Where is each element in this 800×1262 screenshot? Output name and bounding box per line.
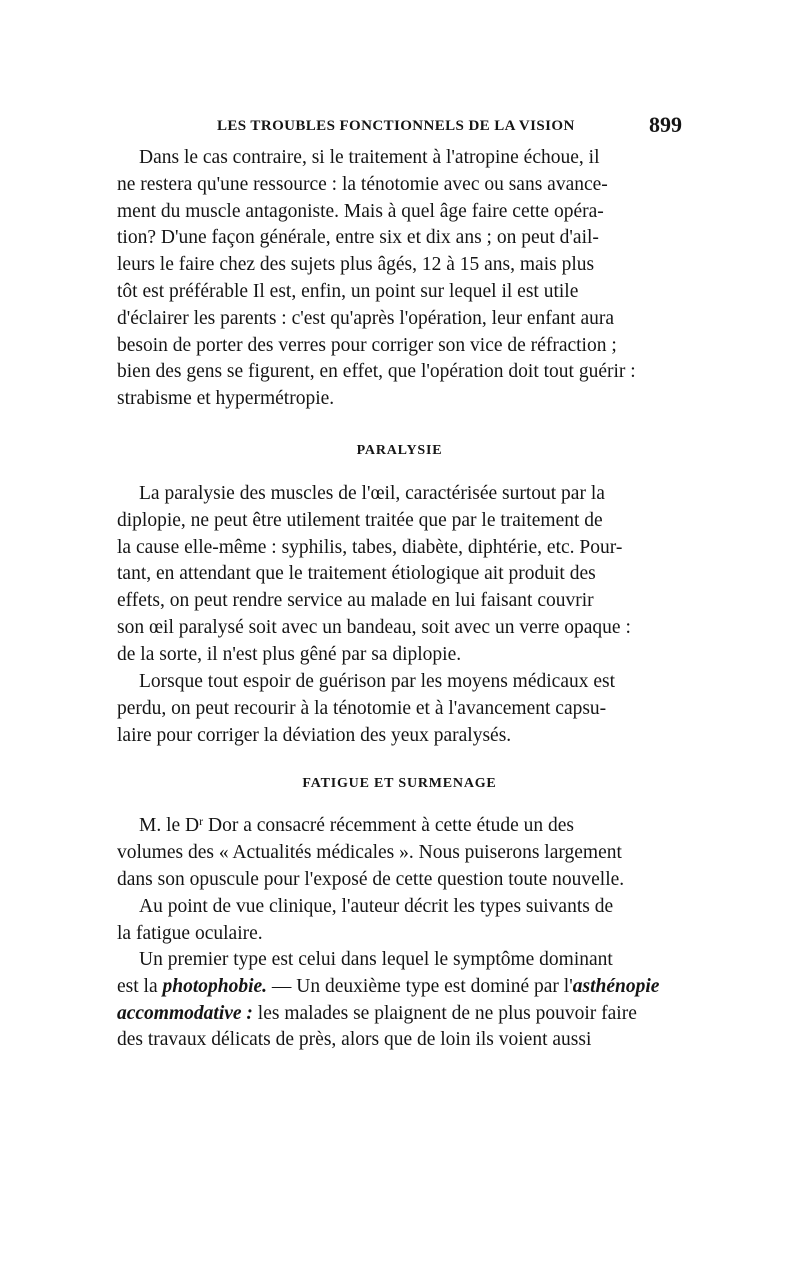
- text-line: laire pour corriger la déviation des yeux paralysés.: [117, 724, 512, 746]
- paragraph-paralysie-surgery: [117, 669, 682, 749]
- text-line: Lorsque tout espoir de guérison par les moyens médicaux est: [139, 671, 616, 692]
- paragraph-strabismus-surgery: [117, 145, 682, 413]
- text-line: ment du muscle antagoniste. Mais à quel âge faire cette opéra-: [117, 200, 604, 222]
- text-line: leurs le faire chez des sujets plus âgés, 12 à 15 ans, mais plus: [117, 254, 595, 276]
- text-line: effets, on peut rendre service au malade en lui faisant couvrir: [117, 590, 594, 612]
- text-line: bien des gens se figurent, en effet, que l'opération doit tout guérir :: [117, 361, 636, 383]
- text-line: son œil paralysé soit avec un bandeau, soit avec un verre opaque :: [117, 616, 631, 638]
- text-line: tôt est préférable Il est, enfin, un point sur lequel il est utile: [117, 280, 579, 302]
- text-line: est la: [117, 975, 163, 997]
- page-number: 899: [649, 112, 682, 137]
- text-line: la cause elle-même : syphilis, tabes, diabète, diphtérie, etc. Pour-: [117, 536, 623, 558]
- book-page: [117, 0, 682, 1262]
- text-line: — Un deuxième type est dominé par l': [267, 975, 573, 997]
- text-line: Dor a consacré récemment à cette étude un des: [203, 815, 574, 836]
- text-line: ne restera qu'une ressource : la ténotomie avec ou sans avance-: [117, 173, 608, 195]
- text-line: besoin de porter des verres pour corriger son vice de réfraction ;: [117, 334, 617, 356]
- paragraph-fatigue-types: [117, 947, 682, 1054]
- running-head-title: LES TROUBLES FONCTIONNELS DE LA VISION: [217, 118, 575, 134]
- text-line: Au point de vue clinique, l'auteur décrit les types suivants de: [139, 896, 614, 917]
- text-line: Un premier type est celui dans lequel le symptôme dominant: [139, 949, 613, 970]
- text-line: tant, en attendant que le traitement étiologique ait produit des: [117, 563, 596, 585]
- paragraph-paralysie-treatment: [117, 481, 682, 669]
- text-line: M. le D: [139, 815, 200, 836]
- emphasis-term: photophobie.: [162, 975, 268, 997]
- text-line: diplopie, ne peut être utilement traitée que par le traitement de: [117, 509, 603, 531]
- text-line: dans son opuscule pour l'exposé de cette question toute nouvelle.: [117, 868, 625, 890]
- text-line: des travaux délicats de près, alors que de loin ils voient aussi: [117, 1029, 592, 1051]
- emphasis-term: accommodative :: [117, 1002, 253, 1024]
- text-line: perdu, on peut recourir à la ténotomie et à l'avancement capsu-: [117, 697, 607, 719]
- running-head: [117, 112, 682, 142]
- text-line: les malades se plaignent de ne plus pouvoir faire: [252, 1002, 637, 1024]
- section-heading-fatigue: FATIGUE ET SURMENAGE: [302, 776, 497, 791]
- text-line: volumes des « Actualités médicales ». Nous puiserons largement: [117, 841, 622, 863]
- text-line: Dans le cas contraire, si le traitement à l'atropine échoue, il: [139, 147, 600, 168]
- text-line: la fatigue oculaire.: [117, 922, 263, 944]
- text-line: d'éclairer les parents : c'est qu'après l'opération, leur enfant aura: [117, 307, 614, 329]
- text-line: tion? D'une façon générale, entre six et dix ans ; on peut d'ail-: [117, 227, 599, 249]
- paragraph-fatigue-intro: [117, 813, 682, 893]
- section-heading-paralysie: PARALYSIE: [356, 443, 443, 458]
- text-line: de la sorte, il n'est plus gêné par sa diplopie.: [117, 643, 462, 665]
- paragraph-fatigue-clinical: [117, 894, 682, 948]
- emphasis-term: asthénopie: [572, 975, 660, 997]
- superscript: r: [199, 814, 204, 828]
- text-line: La paralysie des muscles de l'œil, caractérisée surtout par la: [139, 483, 605, 504]
- text-line: strabisme et hypermétropie.: [117, 388, 335, 410]
